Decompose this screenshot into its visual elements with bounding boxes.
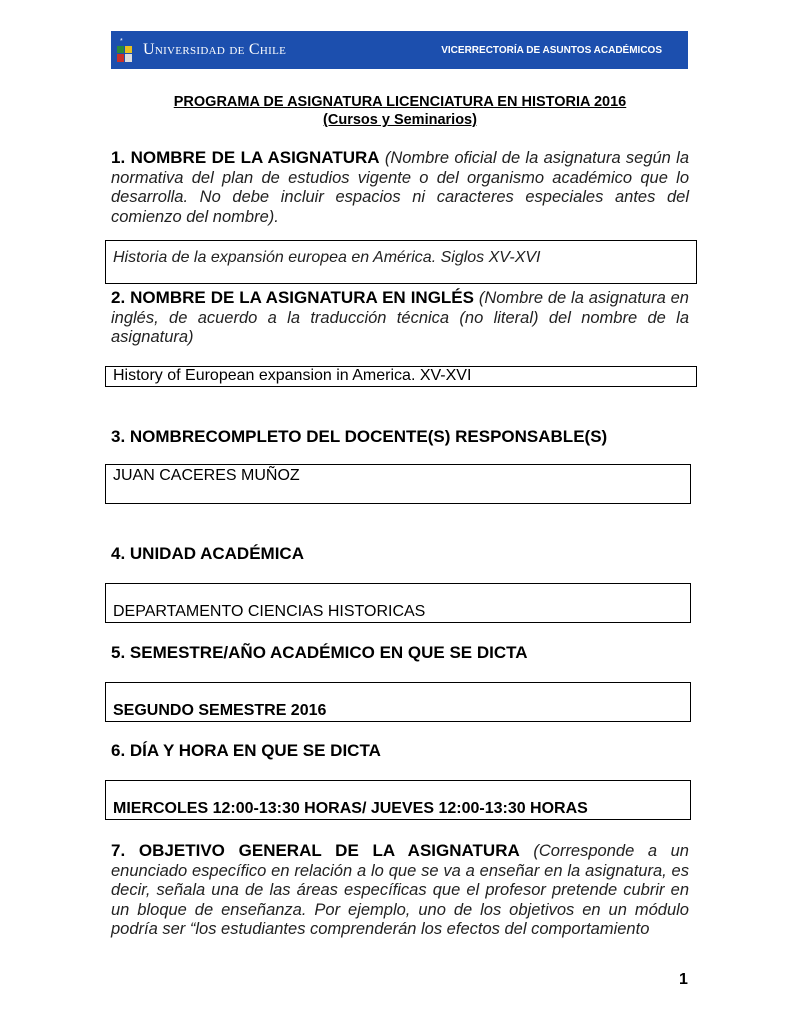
section-7 — [111, 841, 689, 940]
field-box — [105, 780, 691, 820]
section-heading: 7. OBJETIVO GENERAL DE LA ASIGNATURA — [111, 841, 520, 860]
field-box — [105, 583, 691, 623]
section-heading: 4. UNIDAD ACADÉMICA — [111, 544, 304, 563]
field-value: DEPARTAMENTO CIENCIAS HISTORICAS — [113, 603, 426, 620]
section-heading: 1. NOMBRE DE LA ASIGNATURA — [111, 148, 380, 167]
section-note: (Nombre oficial de la asignatura según la normativa del plan de estudios vigente o del organismo académico que lo desarrolla. No debe incluir espacios ni caracteres especiales antes del comienzo del nombre). — [111, 149, 689, 226]
field-value: MIERCOLES 12:00-13:30 HORAS/ JUEVES 12:00-13:30 HORAS — [113, 800, 588, 817]
university-logo-icon — [117, 36, 133, 64]
field-value: History of European expansion in America. XV-XVI — [113, 367, 472, 384]
university-name: Universidad de Chile — [143, 41, 287, 58]
section-3 — [111, 427, 689, 448]
section-heading: 2. NOMBRE DE LA ASIGNATURA EN INGLÉS — [111, 288, 474, 307]
field-box — [105, 682, 691, 722]
field-box — [105, 464, 691, 504]
section-heading: 6. DÍA Y HORA EN QUE SE DICTA — [111, 741, 381, 760]
header-banner — [111, 31, 688, 69]
section-note: (Corresponde a un enunciado específico en relación a lo que se va a enseñar en la asignatura, es decir, señala una de las áreas específicas que el profesor pretende cubrir en un bloque de enseñanza. Por ejemplo, uno de los objetivos en un módulo podría ser “los estudiantes comprenderán los efectos del comportamiento — [111, 842, 689, 938]
section-6 — [111, 741, 689, 762]
field-value: Historia de la expansión europea en América. Siglos XV-XVI — [113, 249, 541, 266]
page-subtitle: (Cursos y Seminarios) — [323, 112, 477, 128]
svg-text:*: * — [120, 38, 123, 45]
section-5 — [111, 643, 689, 664]
field-box — [105, 240, 697, 284]
section-heading: 3. NOMBRECOMPLETO DEL DOCENTE(S) RESPONSABLE(S) — [111, 427, 608, 446]
section-1 — [111, 148, 689, 227]
office-name: VICERRECTORÍA DE ASUNTOS ACADÉMICOS — [441, 45, 662, 56]
field-value: SEGUNDO SEMESTRE 2016 — [113, 702, 327, 719]
section-note: (Nombre de la asignatura en inglés, de acuerdo a la traducción técnica (no literal) del nombre de la asignatura) — [111, 289, 689, 346]
field-box — [105, 366, 697, 387]
page-number: 1 — [679, 971, 688, 988]
section-2 — [111, 288, 689, 348]
section-heading: 5. SEMESTRE/AÑO ACADÉMICO EN QUE SE DICTA — [111, 643, 528, 662]
section-4 — [111, 544, 689, 565]
page-title: PROGRAMA DE ASIGNATURA LICENCIATURA EN HISTORIA 2016 — [173, 94, 627, 110]
field-value: JUAN CACERES MUÑOZ — [113, 467, 300, 484]
